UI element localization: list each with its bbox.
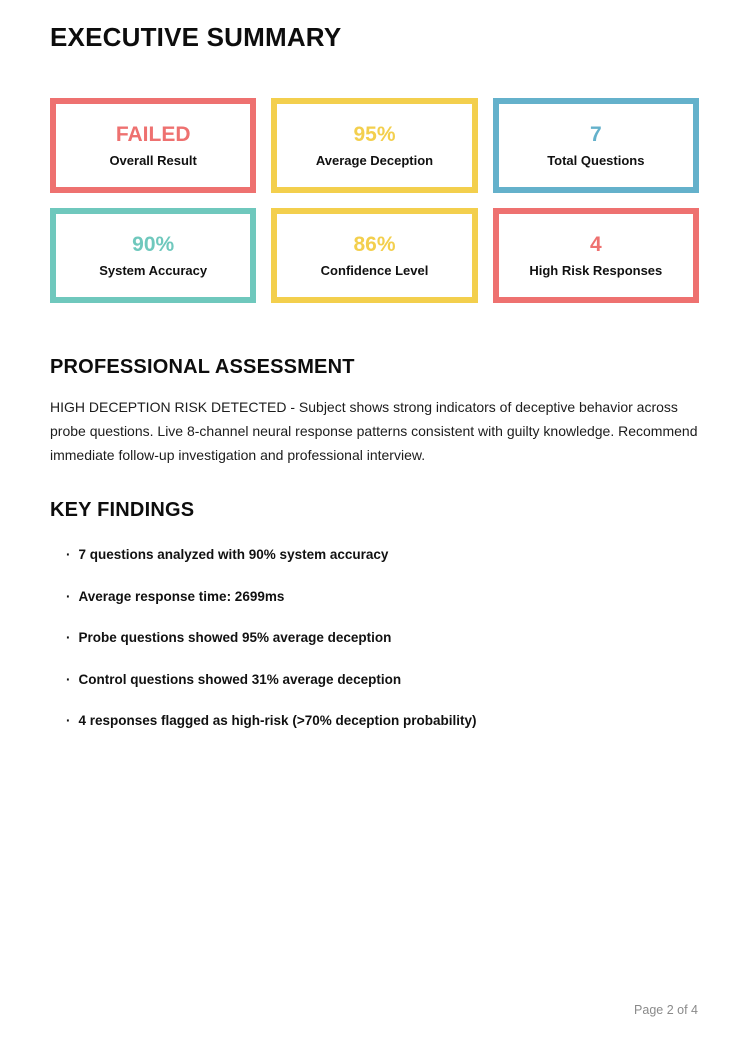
metric-label: Average Deception xyxy=(315,153,434,168)
metric-value: 7 xyxy=(589,123,602,146)
metric-card-overall-result xyxy=(50,98,256,193)
metric-value: 95% xyxy=(353,123,396,146)
metric-cards-grid xyxy=(50,98,699,303)
metric-value: 90% xyxy=(132,233,175,256)
page-number: Page 2 of 4 xyxy=(634,1003,698,1017)
finding-item: · Probe questions showed 95% average deception xyxy=(66,625,699,651)
assessment-body-text: HIGH DECEPTION RISK DETECTED - Subject shows strong indicators of deceptive behavior across probe questions. Live 8-channel neural response patterns consistent with guilty knowledge. Recommend immediate follow-up investigation and professional interview. xyxy=(50,399,698,464)
metric-card-total-questions xyxy=(493,98,699,193)
professional-assessment-section xyxy=(50,356,699,467)
metric-cards-row-1 xyxy=(50,98,699,193)
finding-item: · 7 questions analyzed with 90% system accuracy xyxy=(66,542,699,568)
metric-value: FAILED xyxy=(115,123,191,146)
metric-card-high-risk-responses xyxy=(493,208,699,303)
assessment-heading: PROFESSIONAL ASSESSMENT xyxy=(50,356,355,378)
metric-card-average-deception xyxy=(271,98,477,193)
metric-label: System Accuracy xyxy=(99,263,208,278)
metric-value: 4 xyxy=(589,233,602,256)
finding-item: · 4 responses flagged as high-risk (>70% deception probability) xyxy=(66,708,699,734)
finding-item: · Control questions showed 31% average deception xyxy=(66,667,699,693)
metric-value: 86% xyxy=(353,233,396,256)
finding-item: · Average response time: 2699ms xyxy=(66,584,699,610)
key-findings-section xyxy=(50,499,699,734)
metric-cards-row-2 xyxy=(50,208,699,303)
metric-label: High Risk Responses xyxy=(529,263,663,278)
metric-card-confidence-level xyxy=(271,208,477,303)
metric-label: Overall Result xyxy=(109,153,197,168)
metric-label: Total Questions xyxy=(547,153,645,168)
metric-label: Confidence Level xyxy=(320,263,429,278)
key-findings-list xyxy=(50,542,699,734)
key-findings-heading: KEY FINDINGS xyxy=(50,499,195,522)
page-title: EXECUTIVE SUMMARY xyxy=(50,22,342,52)
metric-card-system-accuracy xyxy=(50,208,256,303)
